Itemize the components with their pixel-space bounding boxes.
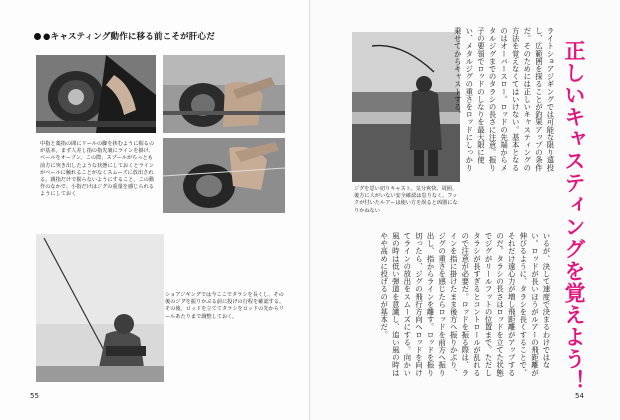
photo-reel-grip-closeup [36,55,156,133]
photo-casting-angler [352,32,460,182]
bullet-icon [34,33,41,40]
caption-grip-technique: 中指と薬指の間にリールの脚を挟むように握るのが基本。まず人差し指の指先裏にラインを掛け、ベールをオープン。この際、スプールがちっとも前方に突き出したような状態にしておくとラインがベールに触れることがなくスムーズに放出される。親指だけで握らないようにすること、この動作のなかで、小指だけはジグの重量を感じられるようにしておく [40,141,155,198]
caption-action: ショアジギングでは今ここでタラシを長くし、その後のジグを振りかぶる前に投げの行程を確認する。その後、ロッドを立ててタラシをロッドの先からリールあたりまで調整しておく。 [165,292,285,320]
chapter-title: 正しいキャスティングを覚えよう！ [562,40,586,392]
page-number-right: 54 [575,392,584,400]
photo-angler-rod-raised [36,234,164,382]
section-heading [34,30,215,42]
photo-hand-on-reel [163,55,285,133]
body-text-upper: ライトショアジギングでは可能な限り遠投し、広範囲を探ることが釣果アップの条件だ。そのためには正しいキャスティングの方法を覚えなくてはいけない。基本となるのはオーバースロー。ロッドの先端からメタルジグまでのタラシの長さに注意。振り子の要領でロッドのしなりを最大限に使い、メタルジグの重さをロッドにしっかり乗せてからキャストする。 [453,27,555,172]
body-text-lower: いるが、決して速度で決まるわけではない。ロッドが長いほうがルアーの飛距離が伸びるように、タラシを長くすることで、それだけ遠心力が増し飛距離がアップするのだ。タラシの長さはロッドを立てた状態でジグがリールフットの位置まで。ただしタラシが長すぎるとコントロールが乱れるので注意が必要だ。ロッドを振る際は、ラインを指に掛けたまま後方へ振りかぶり、ジグの重さを感じたらロッドを前方へ振り出し、指からラインを離す。ロッドを振り切ったら、ジグの飛行方向へロッドを向けてラインの放出をスムーズにする。向かい風の時は低い弾道を意識し、追い風の時はやや高めに投げるのが基本だ。 [379,232,551,377]
page-number-left: 55 [30,392,39,400]
section-heading-text: ●キャスティング動作に移る前こそが肝心だ [43,32,215,42]
photo-finger-on-line [163,138,285,213]
caption-casting-photo: ジグを思い切りキャスト。気分爽快、周囲、後方に人がいない安全確認は怠りなく。フックが付いたルアーは使い方を誤ると凶器になりかねない [354,186,458,214]
